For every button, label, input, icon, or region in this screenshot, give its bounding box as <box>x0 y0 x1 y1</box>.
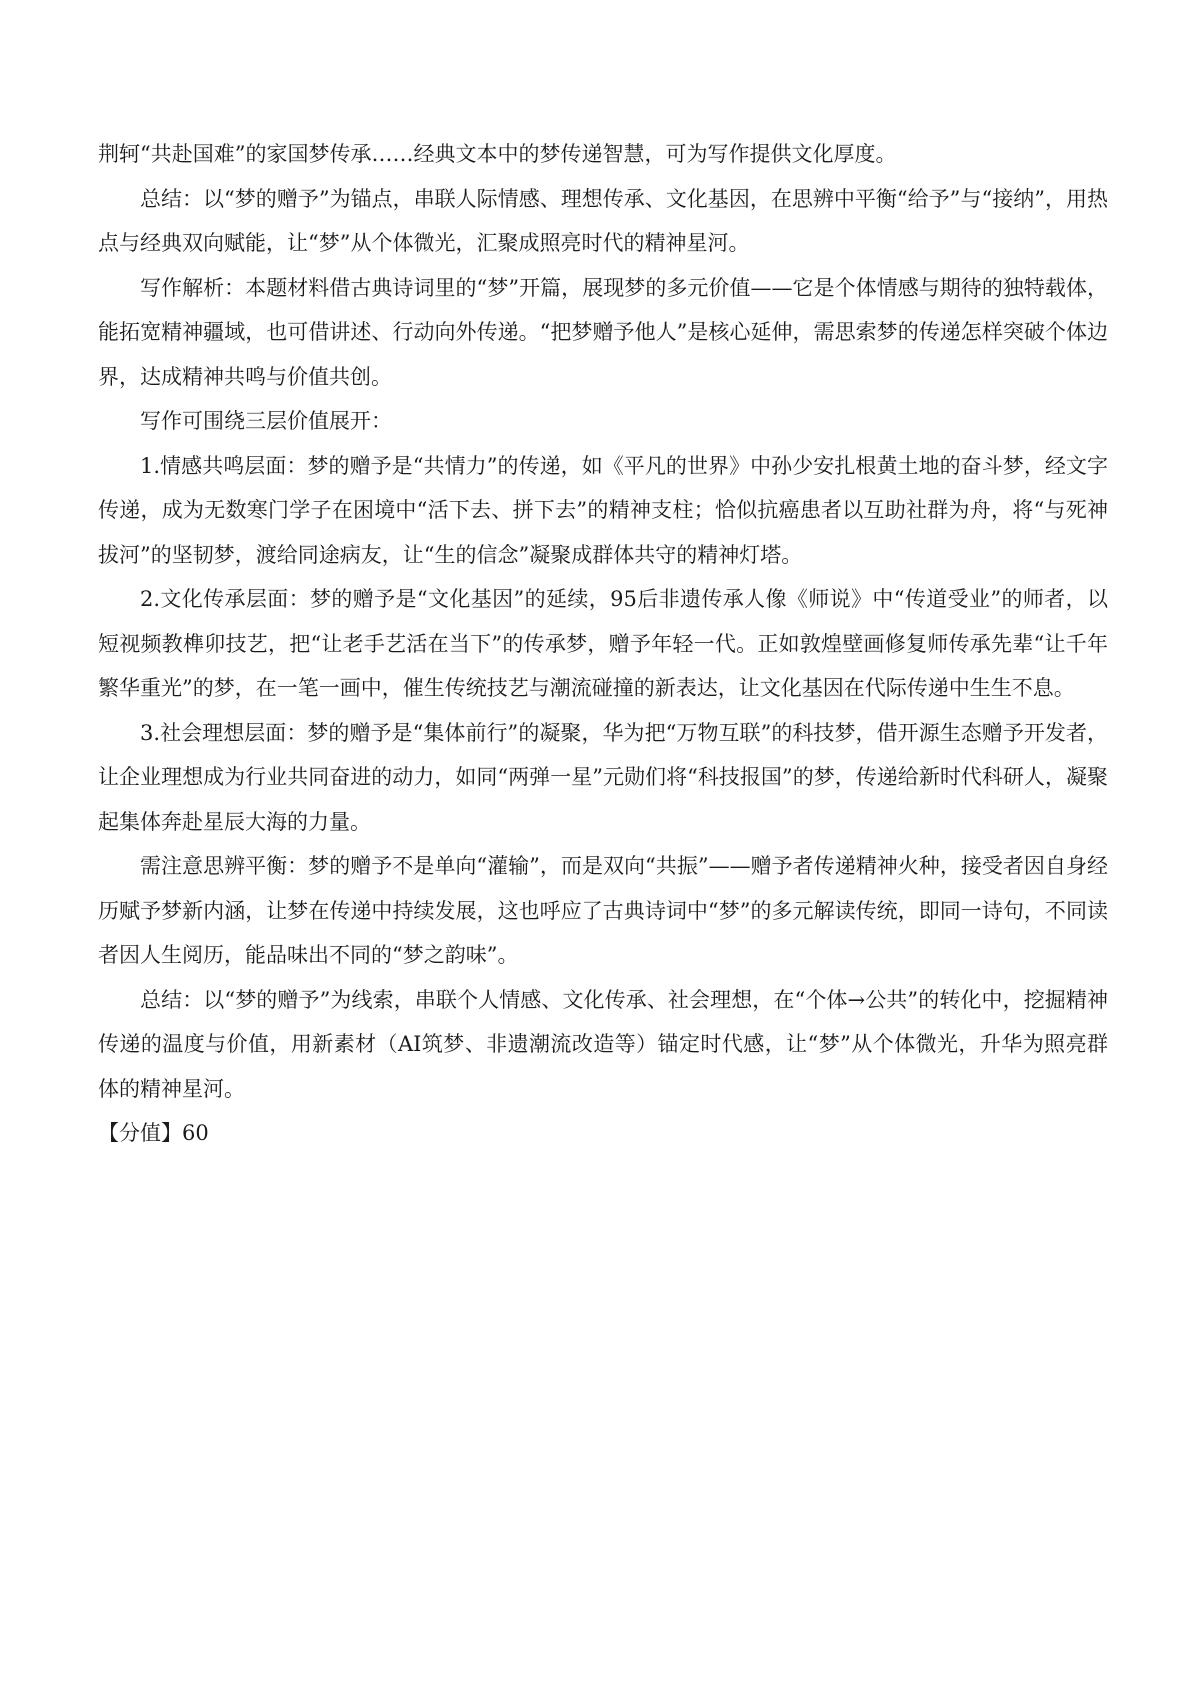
paragraph-level-emotional: 1.情感共鸣层面：梦的赠予是“共情力”的传递，如《平凡的世界》中孙少安扎根黄土地的奋斗梦，经文字传递，成为无数寒门学子在困境中“活下去、拼下去”的精神支柱；恰似抗癌患者以互助社群为舟，将“与死神拔河”的坚韧梦，渡给同途病友，让“生的信念”凝聚成群体共守的精神灯塔。 <box>98 453 1108 567</box>
paragraph-level-social: 3.社会理想层面：梦的赠予是“集体前行”的凝聚，华为把“万物互联”的科技梦，借开源生态赠予开发者，让企业理想成为行业共同奋进的动力，如同“两弹一星”元勋们将“科技报国”的梦，传递给新时代科研人，凝聚起集体奔赴星辰大海的力量。 <box>98 720 1108 834</box>
paragraph-dialectic-balance: 需注意思辨平衡：梦的赠予不是单向“灌输”，而是双向“共振”——赠予者传递精神火种，接受者因自身经历赋予梦新内涵，让梦在传递中持续发展，这也呼应了古典诗词中“梦”的多元解读传统，即同一诗句，不同读者因人生阅历，能品味出不同的“梦之韵味”。 <box>98 854 1108 967</box>
paragraph-three-levels-intro: 写作可围绕三层价值展开： <box>140 409 392 433</box>
paragraph-summary-1: 总结：以“梦的赠予”为锚点，串联人际情感、理想传承、文化基因，在思辨中平衡“给予”与“接纳”，用热点与经典双向赋能，让“梦”从个体微光，汇聚成照亮时代的精神星河。 <box>98 186 1108 255</box>
paragraph-jingke-continuation: 荆轲“共赴国难”的家国梦传承……经典文本中的梦传递智慧，可为写作提供文化厚度。 <box>98 142 897 166</box>
paragraph-writing-analysis: 写作解析：本题材料借古典诗词里的“梦”开篇，展现梦的多元价值——它是个体情感与期待的独特载体，能拓宽精神疆域，也可借讲述、行动向外传递。“把梦赠予他人”是核心延伸，需思索梦的传递怎样突破个体边界，达成精神共鸣与价值共创。 <box>98 275 1108 389</box>
document-body <box>98 132 1108 1156</box>
score-label: 【分值】60 <box>98 1121 209 1145</box>
paragraph-level-cultural: 2.文化传承层面：梦的赠予是“文化基因”的延续，95后非遗传承人像《师说》中“传道受业”的师者，以短视频教榫卯技艺，把“让老手艺活在当下”的传承梦，赠予年轻一代。正如敦煌壁画修复师传承先辈“让千年繁华重光”的梦，在一笔一画中，催生传统技艺与潮流碰撞的新表达，让文化基因在代际传递中生生不息。 <box>98 587 1108 700</box>
paragraph-summary-2: 总结：以“梦的赠予”为线索，串联个人情感、文化传承、社会理想，在“个体→公共”的转化中，挖掘精神传递的温度与价值，用新素材（AI筑梦、非遗潮流改造等）锚定时代感，让“梦”从个体微光，升华为照亮群体的精神星河。 <box>98 987 1108 1101</box>
